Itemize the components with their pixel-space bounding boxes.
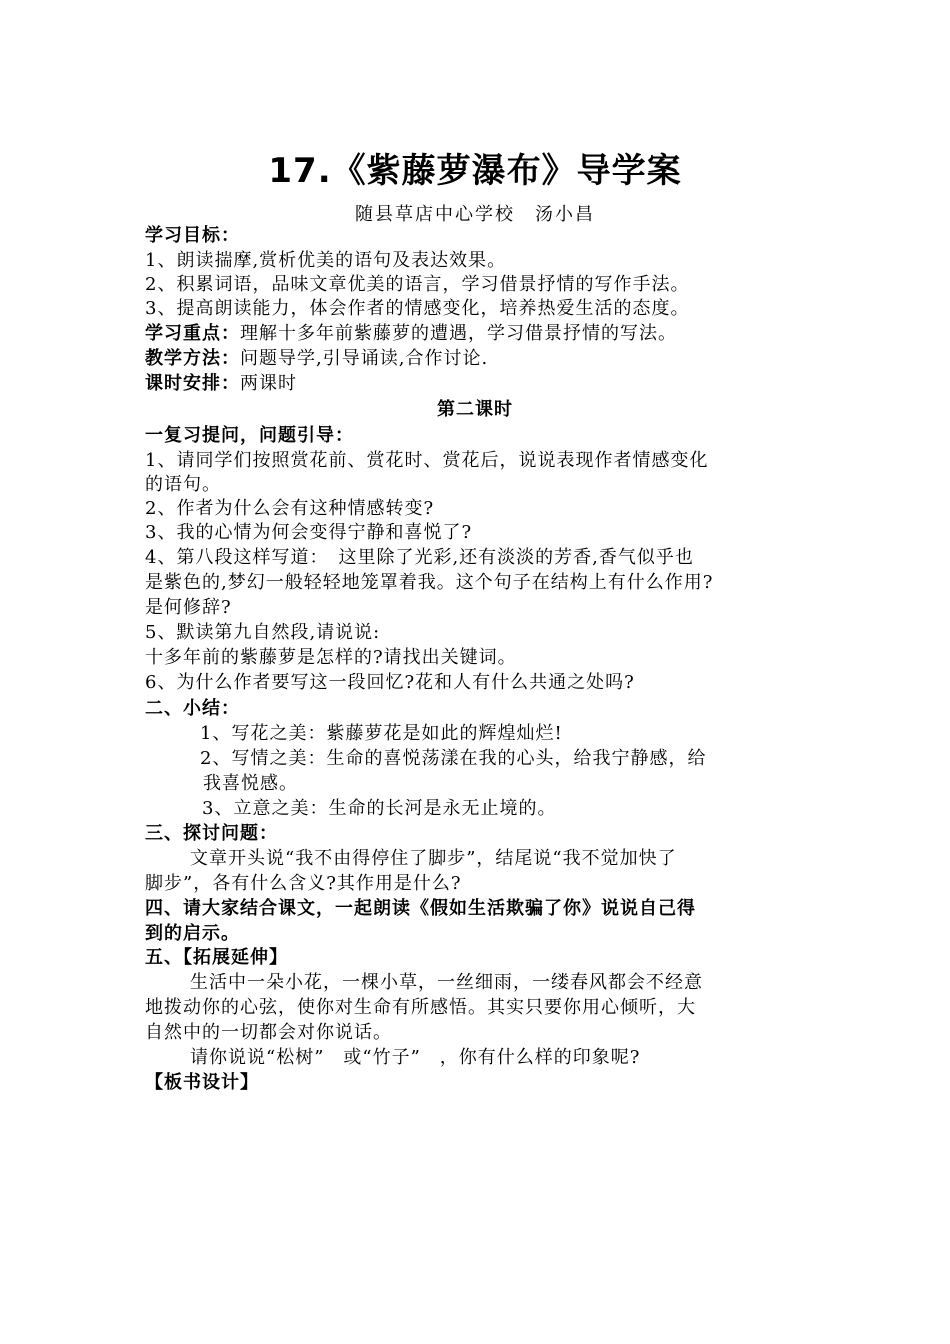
section1-line: 3、我的心情为何会变得宁静和喜悦了?: [145, 522, 473, 543]
section3-line: 脚步”，各有什么含义?其作用是什么?: [145, 873, 462, 894]
section5-heading: 五、【拓展延伸】: [145, 947, 288, 968]
section5-line: 自然中的一切都会对你说话。: [145, 1022, 392, 1043]
section1-line: 十多年前的紫藤萝是怎样的?请找出关键词。: [145, 647, 517, 668]
section4-line: 四、请大家结合课文，一起朗读《假如生活欺骗了你》说说自己得: [145, 898, 696, 919]
method-text: 问题导学,引导诵读,合作讨论.: [240, 348, 489, 369]
section1-line: 是何修辞?: [145, 597, 232, 618]
section1-line: 是紫色的,梦幻一般轻轻地笼罩着我。这个句子在结构上有什么作用?: [145, 572, 714, 593]
section3-heading: 三、探讨问题：: [145, 823, 278, 844]
section1-line: 的语句。: [145, 474, 221, 495]
section1-line: 6、为什么作者要写这一段回忆?花和人有什么共通之处吗?: [145, 672, 635, 693]
goals-heading: 学习目标：: [145, 225, 240, 246]
focus-label: 学习重点：: [145, 323, 240, 344]
section5-line: 地拨动你的心弦，使你对生命有所感悟。其实只要你用心倾听，大: [145, 997, 696, 1018]
section1-heading: 一复习提问，问题引导：: [145, 425, 354, 446]
section5-line: 生活中一朵小花，一棵小草，一丝细雨，一缕春风都会不经意: [190, 972, 703, 993]
summary-line: 我喜悦感。: [203, 773, 298, 794]
section1-line: 2、作者为什么会有这种情感转变?: [145, 498, 435, 519]
focus-line: [145, 322, 677, 346]
schedule-text: 两课时: [240, 373, 297, 394]
focus-text: 理解十多年前紫藤萝的遭遇，学习借景抒情的写法。: [240, 323, 677, 344]
goal-item: 2、积累词语，品味文章优美的语言，学习借景抒情的写作手法。: [145, 274, 690, 295]
method-line: [145, 347, 488, 371]
page-title: 17.《紫藤萝瀑布》导学案: [268, 151, 682, 191]
summary-line: 2、写情之美：生命的喜悦荡漾在我的心头，给我宁静感，给: [200, 748, 707, 769]
summary-line: 1、写花之美：紫藤萝花是如此的辉煌灿烂!: [200, 723, 563, 744]
section2-heading: 二、小结：: [145, 698, 240, 719]
schedule-label: 课时安排：: [145, 373, 240, 394]
section3-line: 文章开头说“我不由得停住了脚步”，结尾说“我不觉加快了: [190, 848, 677, 869]
goal-item: 3、提高朗读能力，体会作者的情感变化，培养热爱生活的态度。: [145, 298, 690, 319]
section1-line: 5、默读第九自然段,请说说:: [145, 622, 381, 643]
section1-line: 1、请同学们按照赏花前、赏花时、赏花后，说说表现作者情感变化: [145, 450, 709, 471]
section5-line: 请你说说“松树” 或“竹子” ，你有什么样的印象呢?: [190, 1047, 641, 1068]
lesson-heading: 第二课时: [437, 399, 513, 420]
schedule-line: [145, 372, 297, 396]
section4-line: 到的启示。: [145, 923, 240, 944]
author-line: 随县草店中心学校 汤小昌: [355, 204, 595, 225]
method-label: 教学方法：: [145, 348, 240, 369]
goal-item: 1、朗读揣摩,赏析优美的语句及表达效果。: [145, 250, 507, 271]
section1-line: 4、第八段这样写道： 这里除了光彩,还有淡淡的芳香,香气似乎也: [145, 547, 694, 568]
summary-line: 3、立意之美：生命的长河是永无止境的。: [202, 798, 557, 819]
board-heading: 【板书设计】: [145, 1072, 259, 1093]
